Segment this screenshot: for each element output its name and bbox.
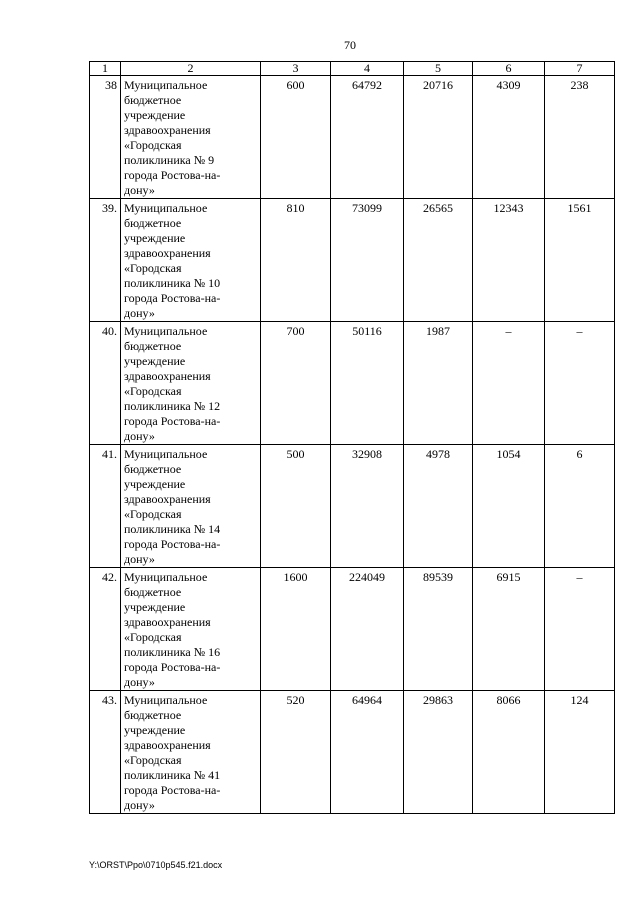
institution-name-line: поликлиника № 41 [124,768,221,782]
value-cell-c6: 12343 [473,199,545,322]
value-cell-c5: 20716 [404,76,473,199]
institution-name-cell [121,199,261,322]
institution-name-line: дону» [124,429,155,443]
institution-name-line: Муниципальное [124,570,208,584]
data-table [89,61,615,814]
institution-name-line: Муниципальное [124,201,208,215]
value-cell-c4: 73099 [331,199,404,322]
row-number-cell: 39. [90,199,121,322]
table-row [90,322,615,445]
institution-name-line: города Ростова-на- [124,537,221,551]
value-cell-c5: 89539 [404,568,473,691]
institution-name-line: поликлиника № 14 [124,522,221,536]
institution-name-line: бюджетное [124,462,182,476]
institution-name-line: учреждение [124,108,186,122]
institution-name-line: «Городская [124,630,182,644]
institution-name-line: бюджетное [124,93,182,107]
institution-name-line: дону» [124,183,155,197]
institution-name-line: здравоохранения [124,369,211,383]
value-cell-c6: 6915 [473,568,545,691]
value-cell-c4: 50116 [331,322,404,445]
institution-name-line: бюджетное [124,708,182,722]
value-cell-c3: 500 [261,445,331,568]
institution-name-line: учреждение [124,600,186,614]
institution-name-line: здравоохранения [124,123,211,137]
institution-name-line: «Городская [124,384,182,398]
institution-name-line: Муниципальное [124,78,208,92]
institution-name-line: здравоохранения [124,615,211,629]
value-cell-c4: 224049 [331,568,404,691]
institution-name-cell [121,76,261,199]
institution-name-cell [121,322,261,445]
column-header: 5 [404,62,473,76]
value-cell-c6: 8066 [473,691,545,814]
institution-name-line: поликлиника № 16 [124,645,221,659]
institution-name-cell [121,691,261,814]
institution-name-line: учреждение [124,723,186,737]
institution-name-line: дону» [124,306,155,320]
row-number-cell: 38 [90,76,121,199]
value-cell-c3: 600 [261,76,331,199]
table-body [90,76,615,814]
value-cell-c7: – [545,322,615,445]
institution-name-cell [121,568,261,691]
value-cell-c7: – [545,568,615,691]
row-number-cell: 42. [90,568,121,691]
table-row [90,568,615,691]
institution-name-line: «Городская [124,753,182,767]
institution-name-line: здравоохранения [124,246,211,260]
row-number-cell: 41. [90,445,121,568]
institution-name-line: здравоохранения [124,738,211,752]
institution-name-line: «Городская [124,138,182,152]
column-header: 1 [90,62,121,76]
institution-name-line: бюджетное [124,585,182,599]
institution-name-line: поликлиника № 12 [124,399,221,413]
value-cell-c7: 238 [545,76,615,199]
institution-name-line: «Городская [124,261,182,275]
column-header: 2 [121,62,261,76]
institution-name-line: Муниципальное [124,693,208,707]
institution-name-line: бюджетное [124,339,182,353]
value-cell-c3: 810 [261,199,331,322]
institution-name-line: поликлиника № 10 [124,276,221,290]
footer-file-path: Y:\ORST\Ppo\0710p545.f21.docx [89,860,223,870]
column-header: 6 [473,62,545,76]
value-cell-c3: 700 [261,322,331,445]
page-number: 70 [344,38,356,52]
institution-name-line: города Ростова-на- [124,783,221,797]
column-header: 4 [331,62,404,76]
table-row [90,199,615,322]
value-cell-c4: 64792 [331,76,404,199]
value-cell-c4: 32908 [331,445,404,568]
value-cell-c6: 1054 [473,445,545,568]
column-header: 3 [261,62,331,76]
row-number-cell: 43. [90,691,121,814]
value-cell-c6: 4309 [473,76,545,199]
institution-name-line: Муниципальное [124,447,208,461]
institution-name-line: дону» [124,552,155,566]
institution-name-line: бюджетное [124,216,182,230]
institution-name-line: города Ростова-на- [124,291,221,305]
institution-name-line: города Ростова-на- [124,660,221,674]
table-header-row [90,62,615,76]
value-cell-c5: 1987 [404,322,473,445]
value-cell-c5: 29863 [404,691,473,814]
value-cell-c5: 4978 [404,445,473,568]
table-row [90,76,615,199]
row-number-cell: 40. [90,322,121,445]
value-cell-c3: 1600 [261,568,331,691]
table-row [90,691,615,814]
column-header: 7 [545,62,615,76]
institution-name-line: учреждение [124,354,186,368]
institution-name-line: поликлиника № 9 [124,153,215,167]
table-row [90,445,615,568]
institution-name-line: города Ростова-на- [124,414,221,428]
institution-name-line: дону» [124,798,155,812]
value-cell-c7: 124 [545,691,615,814]
institution-name-line: дону» [124,675,155,689]
institution-name-line: «Городская [124,507,182,521]
institution-name-line: Муниципальное [124,324,208,338]
value-cell-c7: 6 [545,445,615,568]
value-cell-c7: 1561 [545,199,615,322]
value-cell-c4: 64964 [331,691,404,814]
institution-name-line: города Ростова-на- [124,168,221,182]
institution-name-line: здравоохранения [124,492,211,506]
value-cell-c6: – [473,322,545,445]
institution-name-cell [121,445,261,568]
value-cell-c5: 26565 [404,199,473,322]
institution-name-line: учреждение [124,477,186,491]
institution-name-line: учреждение [124,231,186,245]
value-cell-c3: 520 [261,691,331,814]
